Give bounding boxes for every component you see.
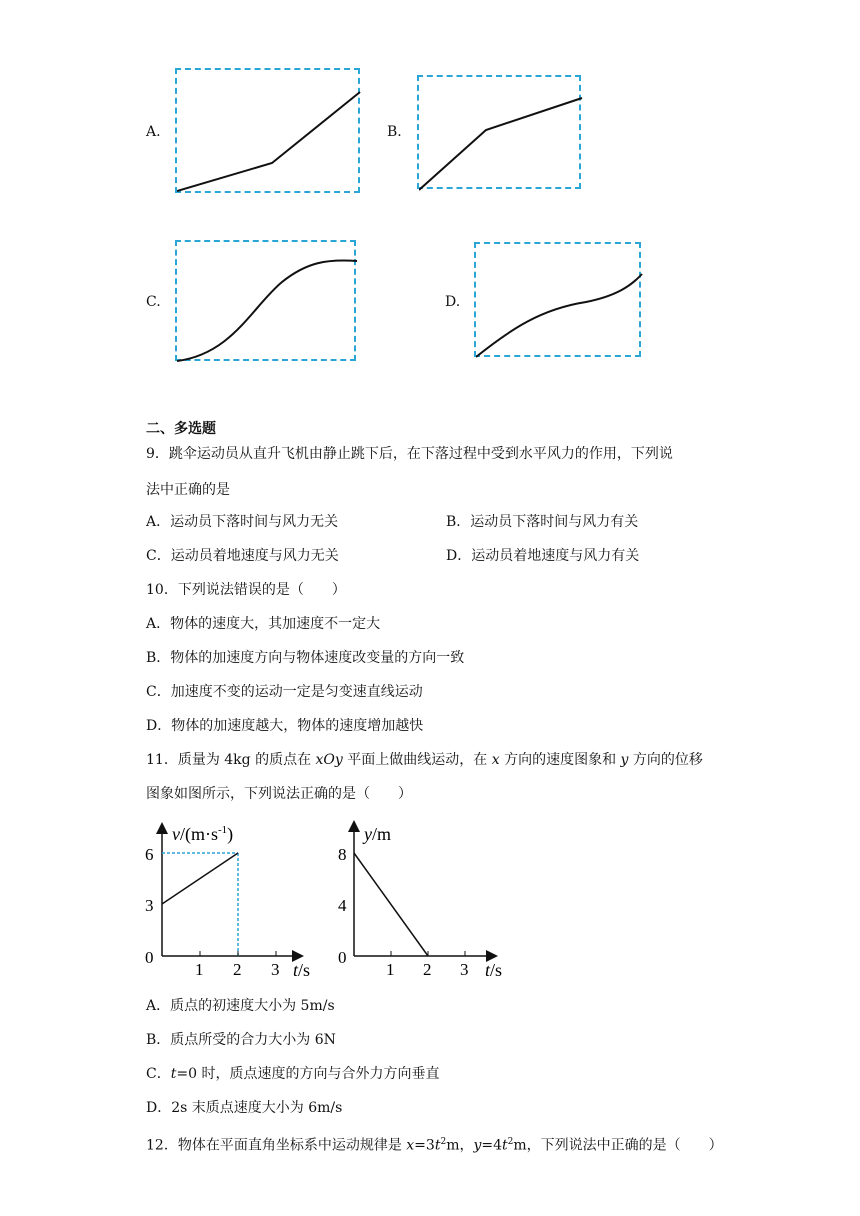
q9-option-a: A．运动员下落时间与风力无关: [146, 514, 339, 530]
q11-option-a: A．质点的初速度大小为 5m/s: [146, 998, 335, 1014]
option-b-graph: [417, 75, 581, 189]
q10-option-b: B．物体的加速度方向与物体速度改变量的方向一致: [146, 650, 465, 666]
y-xlabel: t/s: [485, 960, 503, 978]
y-ytick-8: 8: [338, 845, 347, 864]
v-xtick-3: 3: [271, 960, 280, 978]
v-ytick-6: 6: [145, 845, 154, 864]
option-a-label: A.: [146, 124, 161, 140]
q11-option-b: B．质点所受的合力大小为 6N: [146, 1032, 336, 1048]
y-ytick-0: 0: [338, 948, 347, 967]
q10-stem: 10．下列说法错误的是（ ）: [146, 582, 346, 598]
q9-option-c: C．运动员着地速度与风力无关: [146, 548, 339, 564]
option-b-label: B.: [387, 124, 402, 140]
y-ytick-4: 4: [338, 896, 347, 915]
q9-option-b: B．运动员下落时间与风力有关: [446, 514, 639, 530]
q12-stem: 12．物体在平面直角坐标系中运动规律是 $x=3t^2m$，$y=4t^2m$，下列说法中正确的是（ ）: [146, 1137, 723, 1154]
v-xtick-1: 1: [195, 960, 204, 978]
option-d-curve: [476, 244, 643, 359]
q11-velocity-graph: [140, 818, 310, 978]
y-xtick-2: 2: [423, 960, 432, 978]
option-b-curve: [419, 77, 583, 191]
option-c-graph: [175, 240, 356, 361]
v-ylabel: $v/(m\cdot s^{-1})$: [172, 824, 234, 844]
y-xtick-3: 3: [460, 960, 469, 978]
option-a-graph: [175, 68, 360, 193]
y-xtick-1: 1: [386, 960, 395, 978]
q11-stem-line2: 图象如图所示，下列说法正确的是（ ）: [146, 786, 412, 802]
v-xlabel: t/s: [293, 960, 310, 978]
option-d-graph: [474, 242, 641, 357]
q11-option-d: D．2s 末质点速度大小为 6m/s: [146, 1100, 343, 1116]
option-c-label: C.: [146, 294, 161, 310]
option-a-curve: [177, 70, 362, 195]
q10-option-d: D．物体的加速度越大，物体的速度增加越快: [146, 718, 424, 734]
q11-displacement-graph: [330, 818, 510, 978]
q11-option-c: C．t=0 时，质点速度的方向与合外力方向垂直: [146, 1066, 440, 1082]
q10-option-a: A．物体的速度大，其加速度不一定大: [146, 616, 381, 632]
q9-stem-line1: 9．跳伞运动员从直升飞机由静止跳下后，在下落过程中受到水平风力的作用，下列说: [146, 446, 673, 462]
section-title: 二、多选题: [146, 421, 216, 437]
q9-stem-line2: 法中正确的是: [146, 482, 230, 498]
y-ylabel: y/m: [364, 824, 392, 844]
q11-stem-line1: 11．质量为 4kg 的质点在 xOy 平面上做曲线运动，在 x 方向的速度图象和 y 方向的位移: [146, 752, 703, 768]
v-xtick-2: 2: [233, 960, 242, 978]
option-c-curve: [177, 242, 358, 363]
q9-option-d: D．运动员着地速度与风力有关: [446, 548, 640, 564]
v-ytick-0: 0: [145, 948, 154, 967]
option-d-label: D.: [445, 294, 461, 310]
v-ytick-3: 3: [145, 896, 154, 915]
q10-option-c: C．加速度不变的运动一定是匀变速直线运动: [146, 684, 423, 700]
